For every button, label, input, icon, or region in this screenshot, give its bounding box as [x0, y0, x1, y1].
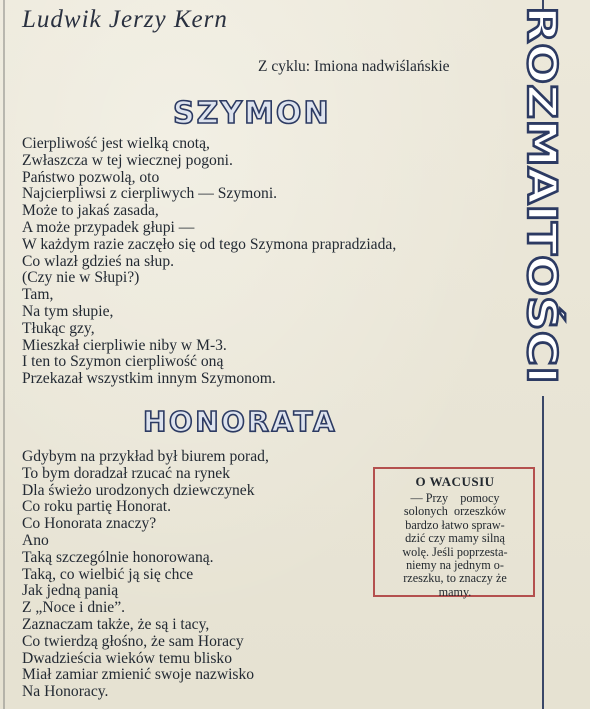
author-name: Ludwik Jerzy Kern: [22, 6, 228, 33]
poem-title-honorata: HONORATA: [143, 405, 338, 438]
poem-line: Taką szczególnie honorowaną.: [22, 548, 214, 566]
poem-line: Miał zamiar zmienić swoje nazwisko: [22, 666, 255, 684]
box-line: wolę. Jeśli poprzesta-: [402, 544, 508, 559]
poem-line: Co Honorata znaczy?: [22, 515, 157, 533]
poem-line: Co roku partię Honorat.: [22, 498, 171, 516]
box-line: bardzo łatwo spraw-: [405, 517, 505, 532]
poem-line: Co twierdzą głośno, że sam Horacy: [22, 632, 244, 650]
poem-line: I ten to Szymon cierpliwość oną: [22, 353, 224, 371]
poem-line: Dwadzieścia wieków temu blisko: [22, 649, 233, 667]
poem-line: Na Honoracy.: [22, 683, 109, 701]
poem-line: Gdybym na przykład był biurem porad,: [22, 448, 269, 465]
box-line: niemy na jednym o-: [406, 557, 504, 572]
poem-line: Na tym słupie,: [22, 302, 114, 320]
box-line: mamy.: [438, 584, 472, 599]
poem-line: Co wlazł gdzieś na słup.: [22, 252, 175, 270]
page-edge: [3, 0, 5, 709]
poem-line: Przekazał wszystkim innym Szymonom.: [22, 370, 276, 388]
box-line: dzić czy mamy silną: [405, 531, 505, 546]
vertical-rule: [542, 396, 544, 709]
poem-line: Ano: [22, 531, 49, 549]
cycle-subtitle: Z cyklu: Imiona nadwiślańskie: [258, 58, 450, 75]
box-line: — Przy pomocy: [410, 491, 500, 505]
box-text: [381, 492, 529, 599]
box-line: solonych orzeszków: [403, 504, 507, 519]
poem-szymon: [22, 136, 396, 388]
poem-line: Zaznaczam także, że są i tacy,: [22, 615, 210, 633]
section-title-rozmaitosci: [518, 6, 568, 412]
poem-line: Zwłaszcza w tej wiecznej pogoni.: [22, 151, 233, 169]
poem-line: (Czy nie w Słupi?): [22, 269, 140, 287]
poem-line: W każdym razie zaczęło się od tego Szymona prapradziada,: [22, 235, 397, 253]
poem-line: Taką, co wielbić ją się chce: [22, 565, 194, 583]
poem-line: Z „Noce i dnie”.: [22, 599, 126, 617]
poem-line: Jak jedną panią: [22, 582, 119, 600]
sidebar-box-o-wacusiu: [373, 467, 535, 597]
poem-honorata: [22, 449, 269, 701]
poem-line: A może przypadek głupi —: [22, 218, 195, 236]
box-title: O WACUSIU: [415, 474, 495, 489]
section-title-text: ROZMAITOŚCI: [518, 6, 564, 320]
poem-line: Tam,: [22, 286, 54, 304]
poem-line: Dla świeżo urodzonych dziewczynek: [22, 481, 255, 499]
poem-line: Tłukąc gzy,: [22, 319, 95, 337]
poem-title-szymon: SZYMON: [173, 96, 331, 131]
poem-line: Cierpliwość jest wielką cnotą,: [22, 135, 210, 152]
poem-line: Państwo pozwolą, oto: [22, 168, 160, 186]
poem-line: Mieszkał cierpliwie niby w M-3.: [22, 336, 227, 354]
poem-line: Może to jakaś zasada,: [22, 202, 159, 220]
box-line: rzeszku, to znaczy że: [403, 571, 507, 586]
poem-line: Najcierpliwsi z cierpliwych — Szymoni.: [22, 185, 278, 203]
poem-line: To bym doradzał rzucać na rynek: [22, 464, 231, 482]
